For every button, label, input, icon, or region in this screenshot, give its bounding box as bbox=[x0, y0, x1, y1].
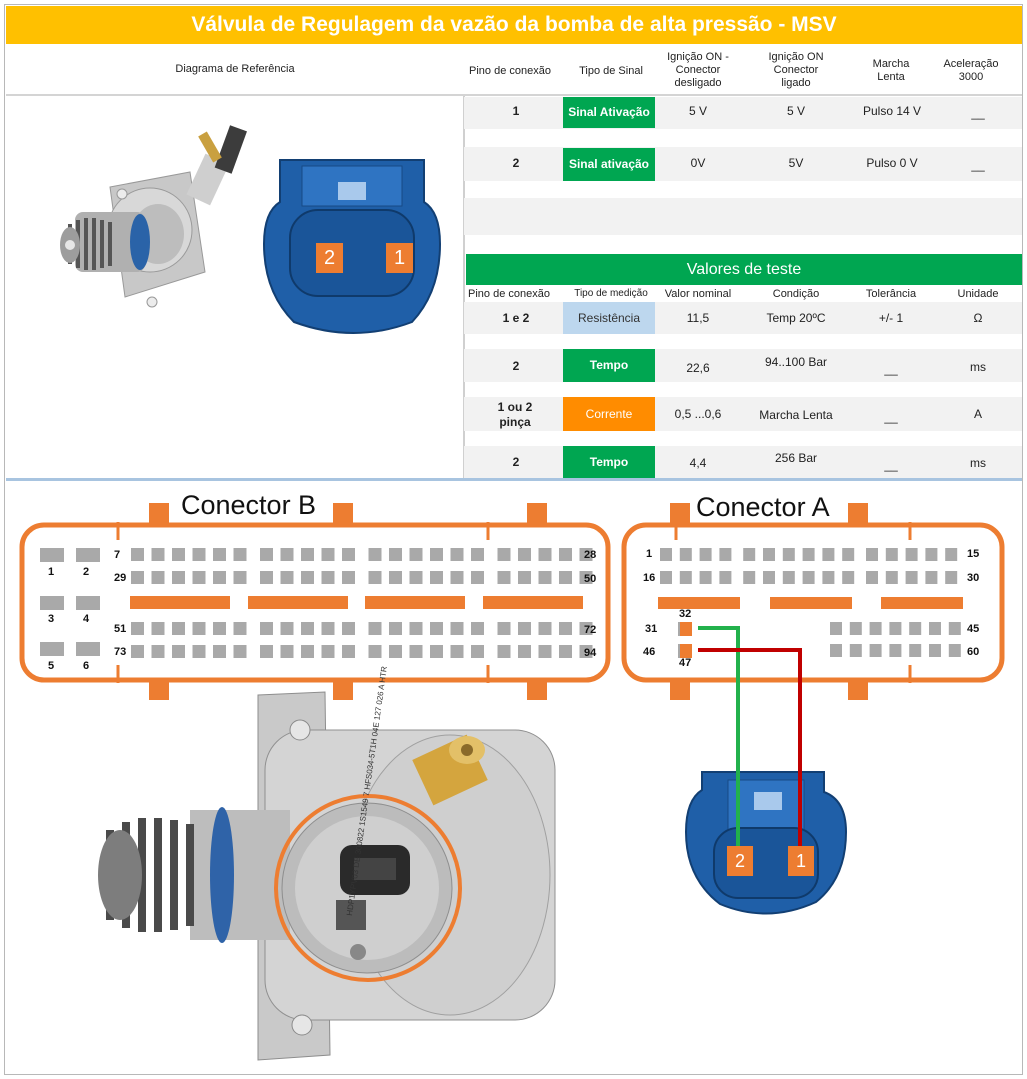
test-header-tolerance: Tolerância bbox=[865, 288, 917, 300]
connector-a-pin bbox=[886, 571, 898, 584]
connector-b-pin bbox=[213, 645, 226, 658]
test-row-4-measure: Tempo bbox=[563, 446, 655, 478]
connector-a-pin bbox=[909, 622, 921, 635]
connector-b-pin bbox=[410, 645, 423, 658]
connector-b-pin-2: 2 bbox=[83, 566, 90, 578]
connector-b-pin bbox=[451, 645, 464, 658]
test-row-1-condition: Temp 20ºC bbox=[766, 311, 826, 325]
signal-row-2-pin: 2 bbox=[512, 156, 520, 170]
signal-row-2-type: Sinal ativação bbox=[563, 148, 655, 181]
connector-b-pin bbox=[498, 622, 511, 635]
section-separator bbox=[6, 478, 1022, 481]
connector-b-diagram bbox=[18, 500, 614, 704]
connector-b-pin bbox=[260, 622, 273, 635]
signal-row-1-accel: __ bbox=[971, 106, 985, 120]
connector-a-pin bbox=[870, 644, 882, 657]
page-title: Válvula de Regulagem da vazão da bomba de alta pressão - MSV bbox=[6, 6, 1022, 44]
connector-b-pin-4: 4 bbox=[83, 613, 90, 625]
ref-connector-pin-1-label: 1 bbox=[393, 247, 406, 269]
connector-a-pin-46: 46 bbox=[643, 646, 656, 658]
connector-b-pin bbox=[389, 645, 402, 658]
connector-b-pin bbox=[451, 622, 464, 635]
connector-b-pin-3: 3 bbox=[48, 613, 55, 625]
test-row-2-measure: Tempo bbox=[563, 349, 655, 382]
connector-b-pin-94: 94 bbox=[584, 647, 597, 659]
signal-row-1-type: Sinal Ativação bbox=[563, 97, 655, 128]
header-signal-type: Tipo de Sinal bbox=[579, 65, 643, 77]
connector-b-pin bbox=[193, 645, 206, 658]
connector-b-pin bbox=[430, 571, 443, 584]
connector-b-pin-28: 28 bbox=[584, 549, 597, 561]
connector-b-pin bbox=[389, 571, 402, 584]
ref-connector-pin-2-label: 2 bbox=[323, 247, 336, 269]
connector-b-pin bbox=[539, 571, 552, 584]
connector-a-pin bbox=[949, 644, 961, 657]
connector-b-pin bbox=[430, 645, 443, 658]
connector-a-pin bbox=[763, 548, 775, 561]
connector-a-pin bbox=[842, 571, 854, 584]
pump-photo-small bbox=[40, 112, 260, 352]
valve-wiring bbox=[676, 620, 856, 940]
header-pin: Pino de conexão bbox=[469, 65, 551, 77]
connector-b-pin bbox=[471, 548, 484, 561]
connector-b-pin bbox=[172, 571, 185, 584]
connector-b-pin bbox=[193, 548, 206, 561]
signal-row-2-idle: Pulso 0 V bbox=[866, 156, 918, 170]
connector-a-pin bbox=[870, 622, 882, 635]
connector-a-pin bbox=[906, 548, 918, 561]
connector-a-pin bbox=[783, 548, 795, 561]
connector-a-pin-45: 45 bbox=[967, 623, 980, 635]
test-row-1-unit: Ω bbox=[973, 311, 983, 325]
test-header-pin: Pino de conexão bbox=[468, 288, 550, 300]
test-row-1-tolerance: +/- 1 bbox=[878, 311, 904, 325]
connector-b-pin bbox=[322, 548, 335, 561]
connector-b-pin bbox=[430, 548, 443, 561]
connector-b-pin-51: 51 bbox=[114, 623, 127, 635]
connector-a-pin-16: 16 bbox=[643, 572, 656, 584]
connector-b-pin bbox=[342, 571, 355, 584]
signal-row-2-accel: __ bbox=[971, 158, 985, 172]
reference-connector-image bbox=[262, 152, 442, 337]
header-ign-on-connected: Ignição ON Conector ligado bbox=[768, 51, 824, 89]
test-row-2-nominal: 22,6 bbox=[686, 361, 710, 375]
test-row-3-unit: A bbox=[973, 407, 982, 421]
connector-b-pin bbox=[172, 645, 185, 658]
test-header-unit: Unidade bbox=[957, 288, 999, 300]
connector-b-pin bbox=[281, 571, 294, 584]
pump-photo-large bbox=[90, 690, 560, 1065]
connector-a-pin bbox=[925, 548, 937, 561]
signal-row-1-ign-disc: 5 V bbox=[688, 104, 707, 118]
connector-b-pin bbox=[131, 571, 144, 584]
connector-a-pin-30: 30 bbox=[967, 572, 980, 584]
connector-b-pin bbox=[234, 622, 247, 635]
connector-a-pin bbox=[743, 571, 755, 584]
connector-a-pin bbox=[945, 548, 957, 561]
connector-a-pin bbox=[680, 571, 692, 584]
test-row-3-pin: 1 ou 2 pinça bbox=[497, 400, 533, 429]
test-row-3-condition: Marcha Lenta bbox=[759, 408, 833, 422]
connector-a-pin bbox=[719, 571, 731, 584]
connector-b-pin-1: 1 bbox=[48, 566, 55, 578]
connector-b-pin bbox=[451, 548, 464, 561]
header-divider bbox=[6, 94, 1022, 96]
connector-b-pin bbox=[369, 645, 382, 658]
connector-a-pin-32: 32 bbox=[679, 608, 692, 620]
test-row-4-pin: 2 bbox=[512, 455, 520, 469]
connector-b-pin bbox=[559, 645, 572, 658]
connector-b-pin bbox=[301, 645, 314, 658]
connector-a-pin bbox=[822, 548, 834, 561]
valve-connector-pin-1: 1 bbox=[788, 846, 814, 876]
connector-b-pin bbox=[152, 571, 165, 584]
connector-b-pin bbox=[322, 571, 335, 584]
connector-b-pin bbox=[539, 548, 552, 561]
signal-row-empty bbox=[464, 198, 1022, 235]
test-row-4-unit: ms bbox=[970, 456, 986, 470]
test-header-nominal: Valor nominal bbox=[664, 288, 732, 300]
connector-b-pin bbox=[301, 548, 314, 561]
connector-b-pin-50: 50 bbox=[584, 573, 597, 585]
connector-a-pin bbox=[822, 571, 834, 584]
test-row-1-nominal: 11,5 bbox=[686, 311, 710, 325]
connector-b-pin-5: 5 bbox=[48, 660, 55, 672]
connector-b-pin bbox=[342, 645, 355, 658]
connector-a-pin bbox=[783, 571, 795, 584]
test-row-1-pin: 1 e 2 bbox=[502, 311, 530, 325]
connector-b-pin bbox=[281, 645, 294, 658]
connector-a-pin bbox=[700, 548, 712, 561]
connector-b-pin bbox=[260, 645, 273, 658]
connector-a-pin bbox=[763, 571, 775, 584]
connector-a-pin bbox=[660, 571, 672, 584]
connector-a-title: Conector A bbox=[696, 492, 830, 522]
signal-row-1-ign-conn: 5 V bbox=[786, 104, 805, 118]
connector-b-pin bbox=[559, 571, 572, 584]
test-row-3 bbox=[464, 397, 1022, 431]
connector-b-pin bbox=[539, 622, 552, 635]
connector-a-pin bbox=[949, 622, 961, 635]
connector-b-pin bbox=[234, 571, 247, 584]
connector-b-pin bbox=[152, 645, 165, 658]
test-header-measure: Tipo de medição bbox=[574, 288, 648, 299]
header-ign-on-disconnected: Ignição ON - Conector desligado bbox=[667, 51, 729, 89]
valve-connector-pin-2: 2 bbox=[727, 846, 753, 876]
connector-b-pin bbox=[369, 571, 382, 584]
connector-a-pin bbox=[866, 571, 878, 584]
test-row-1-measure: Resistência bbox=[563, 302, 655, 334]
connector-a-pin bbox=[889, 644, 901, 657]
connector-a-pin bbox=[842, 548, 854, 561]
connector-a-pin bbox=[719, 548, 731, 561]
header-accel: Aceleração 3000 bbox=[943, 58, 999, 83]
connector-b-pin bbox=[559, 622, 572, 635]
connector-b-pin-72: 72 bbox=[584, 624, 597, 636]
connector-a-pin bbox=[660, 548, 672, 561]
connector-b-pin bbox=[559, 548, 572, 561]
connector-b-pin bbox=[410, 622, 423, 635]
connector-b-pin-73: 73 bbox=[114, 646, 127, 658]
connector-b-pin bbox=[342, 548, 355, 561]
test-row-2-pin: 2 bbox=[512, 359, 520, 373]
test-header-condition: Condição bbox=[772, 288, 820, 300]
connector-b-pin bbox=[234, 645, 247, 658]
connector-b-pin bbox=[389, 622, 402, 635]
signal-row-1-idle: Pulso 14 V bbox=[862, 104, 922, 118]
connector-b-pin bbox=[539, 645, 552, 658]
test-row-2-condition: 94..100 Bar bbox=[764, 355, 828, 369]
connector-a-pin-15: 15 bbox=[967, 548, 980, 560]
connector-a-pin bbox=[866, 548, 878, 561]
connector-b-pin bbox=[322, 622, 335, 635]
connector-b-pin bbox=[389, 548, 402, 561]
connector-b-pin bbox=[369, 622, 382, 635]
connector-b-pin-7: 7 bbox=[114, 549, 121, 561]
connector-a-pin bbox=[909, 644, 921, 657]
connector-a-pin bbox=[680, 548, 692, 561]
connector-b-pin bbox=[342, 622, 355, 635]
connector-b-pin bbox=[430, 622, 443, 635]
test-row-3-nominal: 0,5 ...0,6 bbox=[674, 407, 722, 421]
connector-b-pin bbox=[369, 548, 382, 561]
connector-b-pin bbox=[451, 571, 464, 584]
connector-b-pin bbox=[281, 622, 294, 635]
connector-b-pin bbox=[131, 622, 144, 635]
test-table-title: Valores de teste bbox=[466, 254, 1022, 285]
test-row-4-tolerance: __ bbox=[884, 458, 898, 472]
connector-a-pin bbox=[803, 548, 815, 561]
connector-b-pin bbox=[518, 622, 531, 635]
connector-a-pin-31: 31 bbox=[645, 623, 658, 635]
connector-b-pin bbox=[471, 645, 484, 658]
connector-b-pin bbox=[471, 622, 484, 635]
connector-a-pin bbox=[945, 571, 957, 584]
connector-a-pin bbox=[889, 622, 901, 635]
connector-b-pin-6: 6 bbox=[83, 660, 90, 672]
connector-a-pin bbox=[700, 571, 712, 584]
test-row-3-measure: Corrente bbox=[563, 397, 655, 431]
connector-a-pin bbox=[906, 571, 918, 584]
test-row-3-tolerance: __ bbox=[884, 410, 898, 424]
connector-b-pin bbox=[518, 571, 531, 584]
test-row-4-nominal: 4,4 bbox=[689, 456, 707, 470]
connector-b-pin bbox=[518, 548, 531, 561]
connector-b-pin bbox=[518, 645, 531, 658]
connector-b-title: Conector B bbox=[181, 490, 317, 520]
connector-b-pin bbox=[193, 622, 206, 635]
connector-b-pin bbox=[322, 645, 335, 658]
test-row-2-unit: ms bbox=[970, 360, 986, 374]
connector-b-pin bbox=[131, 548, 144, 561]
connector-b-pin bbox=[301, 622, 314, 635]
connector-a-pin bbox=[929, 622, 941, 635]
connector-b-pin bbox=[498, 548, 511, 561]
connector-b-pin bbox=[471, 571, 484, 584]
connector-a-pin-1: 1 bbox=[646, 548, 653, 560]
connector-a-pin-47: 47 bbox=[679, 657, 692, 669]
test-row-2-tolerance: __ bbox=[884, 362, 898, 376]
connector-b-pin bbox=[131, 645, 144, 658]
signal-row-1-pin: 1 bbox=[512, 104, 520, 118]
connector-b-pin bbox=[260, 548, 273, 561]
connector-b-pin bbox=[172, 548, 185, 561]
header-diagram: Diagrama de Referência bbox=[175, 63, 295, 75]
connector-a-pin bbox=[886, 548, 898, 561]
connector-b-pin-29: 29 bbox=[114, 572, 127, 584]
connector-b-pin bbox=[152, 622, 165, 635]
connector-b-pin bbox=[301, 571, 314, 584]
signal-row-2-ign-conn: 5V bbox=[788, 156, 804, 170]
connector-b-pin bbox=[193, 571, 206, 584]
connector-b-pin bbox=[172, 622, 185, 635]
connector-b-pin bbox=[498, 571, 511, 584]
connector-b-pin bbox=[213, 622, 226, 635]
connector-b-pin bbox=[234, 548, 247, 561]
connector-b-pin bbox=[498, 645, 511, 658]
connector-b-pin bbox=[213, 548, 226, 561]
connector-a-pin bbox=[743, 548, 755, 561]
connector-a-pin bbox=[929, 644, 941, 657]
connector-b-pin bbox=[213, 571, 226, 584]
connector-b-pin bbox=[152, 548, 165, 561]
connector-a-pin bbox=[803, 571, 815, 584]
connector-a-pin-60: 60 bbox=[967, 646, 980, 658]
connector-b-pin bbox=[410, 548, 423, 561]
test-row-4-condition: 256 Bar bbox=[774, 451, 818, 465]
connector-b-pin bbox=[410, 571, 423, 584]
signal-row-2-ign-disc: 0V bbox=[690, 156, 706, 170]
connector-b-pin bbox=[281, 548, 294, 561]
header-idle: Marcha Lenta bbox=[872, 58, 910, 83]
connector-a-pin bbox=[925, 571, 937, 584]
connector-b-pin bbox=[260, 571, 273, 584]
